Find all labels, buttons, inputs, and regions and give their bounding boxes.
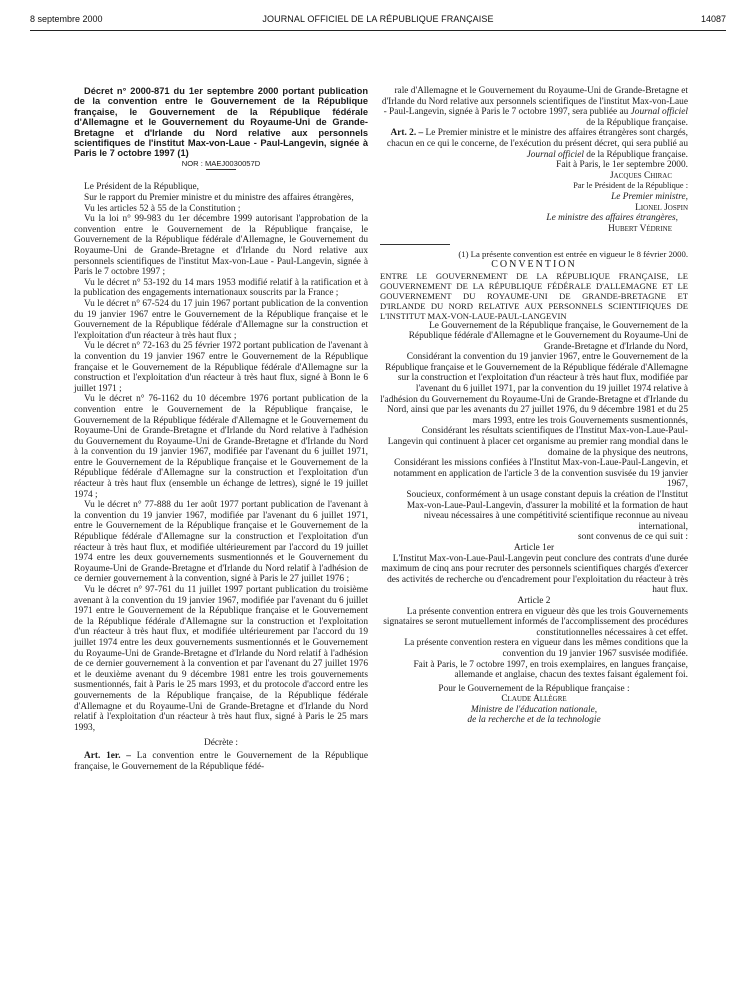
visa-paragraph: Vu la loi n° 99-983 du 1er décembre 1999 autorisant l'approbation de la convention entre le Gouvernement de la République française, le Gouvernement de la République fédérale d'Allemagne, le Gouvernement du Royaume-Uni de Grande-Bretagne et d'Irlande du Nord relative aux personnels scientifiques de l'institut Max-von-Laue - Paul-Langevin, signée à Paris le 7 octobre 1997 ; (74, 214, 368, 278)
preamble-paragraph: Le Gouvernement de la République française, le Gouvernement de la République fédérale d'Allemagne et le Gouvernement du Royaume-Uni de Grande-Bretagne et d'Irlande du Nord, (408, 320, 688, 352)
signatory-allegre: Claude Allègre (501, 694, 567, 705)
premier-ministre-title: Le Premier ministre, (611, 191, 688, 202)
signatory-chirac: Jacques Chirac (610, 170, 672, 181)
convention-closing: Fait à Paris, le 7 octobre 1997, en trois exemplaires, en langues française, allemande et anglaise, chacun des textes faisant également foi. (413, 659, 688, 681)
visa-paragraph: Vu le décret n° 97-761 du 11 juillet 1997 portant publication du troisième avenant à la convention du 19 janvier 1967, modifiée par l'avenant du 6 juillet 1971 entre le Gouvernement de la République française et le Gouvernement de la République fédérale d'Allemagne sur la construction et l'exploitation d'un réacteur à très haut flux, et modifiée ultérieurement par l'accord du 19 juillet 1974 entre les deux gouvernements susmentionnés et le Gouvernement du Royaume-Uni de Grande-Bretagne et d'Irlande du Nord relatif à l'adhésion de ce dernier gouvernement à la convention et par l'avenant du 27 juillet 1976 et le deuxième avenant du 9 décembre 1981 entre les trois gouvernements susmentionnés, fait à Paris le 25 mars 1993, et du protocole d'accord entre les gouvernements de la République française, de la République fédérale d'Allemagne et du Royaume-Uni de Grande-Bretagne et d'Irlande du Nord relatif à l'exploitation d'un réacteur à très haut flux, signé à Paris le 25 mars 1993, (74, 585, 368, 733)
convention-article-1-heading: Article 1er (513, 542, 555, 553)
header-rule (30, 30, 726, 31)
convention-article-1-text: L'Institut Max-von-Laue-Paul-Langevin peut conclure des contrats d'une durée maximum de cinq ans pour recruter des personnels scientifiques chargés d'exercer des activités de recherche ou d'encadrement pour l'exploitation du réacteur à très haut flux. (381, 553, 688, 596)
journal-officiel-ref: Journal officiel (630, 107, 688, 118)
journal-officiel-ref: Journal officiel (526, 149, 584, 160)
visa-paragraph: Vu le décret n° 67-524 du 17 juin 1967 portant publication de la convention du 19 janvier 1967 entre le Gouvernement de la République française et le Gouvernement de la République fédérale d'Allemagne sur la construction et l'exploitation d'un réacteur à très haut flux ; (74, 298, 368, 341)
ministre-education-title-2: de la recherche et de la technologie (467, 715, 601, 726)
preamble-paragraph: sont convenus de ce qui suit : (577, 532, 688, 543)
page-header (30, 14, 726, 28)
article-1-continuation: rale d'Allemagne et le Gouvernement du Royaume-Uni de Grande-Bretagne et d'Irlande du Nord relative aux personnels scientifiques de l'institut Max-von-Laue - Paul-Langevin, signée à Paris le 7 octobre 1997, sera publiée au Journal officiel de la République française. (381, 86, 688, 128)
article-2-paragraph: Art. 2. – Le Premier ministre et le ministre des affaires étrangères sont chargés, chacun en ce qui le concerne, de l'exécution du présent décret, qui sera publié au Journal officiel de la République française. (386, 128, 688, 160)
pour-gouvernement-line: Pour le Gouvernement de la République française : (438, 683, 630, 694)
article-2-label: Art. 2. – (390, 128, 424, 139)
nor-reference: NOR : MAEJ0030057D (181, 158, 261, 168)
decree-title: Décret n° 2000-871 du 1er septembre 2000 portant publication de la convention entre le Gouvernement de la République française, le Gouvernement de la République fédérale d'Allemagne et le Gouvernement du Royaume-Uni de Grande-Bretagne et d'Irlande du Nord relative aux personnels scientifiques de l'institut Max-von-Laue - Paul-Langevin, signée à Paris le 7 octobre 1997 (1) (74, 86, 368, 159)
footnote-rule (380, 244, 450, 245)
convention-article-2-text: La présente convention restera en vigueur dans les mêmes conditions que la convention du 19 janvier 1967 susvisée modifiée. (404, 638, 688, 659)
article-1-label: Art. 1er. – (84, 750, 131, 761)
footnote: (1) La présente convention est entrée en vigueur le 8 février 2000. (458, 249, 688, 260)
signatory-vedrine: Hubert Védrine (608, 223, 672, 234)
convention-subtitle: ENTRE LE GOUVERNEMENT DE LA RÉPUBLIQUE FRANÇAISE, LE GOUVERNEMENT DE LA RÉPUBLIQUE FÉDÉRALE D'ALLEMAGNE ET LE GOUVERNEMENT DU ROYAUME-UNI DE GRANDE-BRETAGNE ET D'IRLANDE DU NORD RELATIVE AUX PERSONNELS SCIENTIFIQUES DE L'INSTITUT MAX-VON-LAUE-PAUL-LANGEVIN (380, 270, 688, 321)
visa-paragraph: Vu le décret n° 77-888 du 1er août 1977 portant publication de l'avenant à la convention du 19 janvier 1967, modifiée par l'avenant du 6 juillet 1971, entre le Gouvernement de la République française et le Gouvernement de la République fédérale d'Allemagne sur la construction et l'exploitation d'un réacteur à très haut flux, et modifiée ultérieurement par l'accord du 19 juillet 1974 entre les deux gouvernements susmentionnés et le Gouvernement du Royaume-Uni de Grande-Bretagne et d'Irlande du Nord relatif à l'adhésion de ce dernier gouvernement à la convention, signé à Paris le 27 juillet 1976 ; (74, 500, 368, 585)
signature-date: Fait à Paris, le 1er septembre 2000. (556, 160, 688, 171)
preamble-paragraph: Considérant la convention du 19 janvier 1967, entre le Gouvernement de la République française et le Gouvernement de la République fédérale d'Allemagne sur la construction et l'exploitation d'un réacteur à très haut flux, modifiée par l'avenant du 6 juillet 1971, par la convention du 19 juillet 1974 relative à l'adhésion du Gouvernement du Royaume-Uni de Grande-Bretagne et d'Irlande du Nord, ainsi que par les avenants du 27 juillet 1976, du 9 décembre 1981 et du 25 mars 1993, entre les trois Gouvernements susmentionnés, (380, 352, 688, 426)
signatory-jospin: Lionel Jospin (635, 202, 688, 213)
article-1-text: La convention entre le Gouvernement de la République française, le Gouvernement de la République fédé- (74, 750, 368, 772)
visa-paragraph: Vu les articles 52 à 55 de la Constitution ; (84, 203, 241, 214)
preamble-paragraph: Soucieux, conformément à un usage constant depuis la création de l'Institut Max-von-Laue-Paul-Langevin, d'assurer la mobilité et la formation de haut niveau nécessaires à une compétitivité scientifique reconnue au niveau international, (406, 490, 688, 532)
title-divider (206, 169, 236, 170)
visa-paragraph: Vu le décret n° 76-1162 du 10 décembre 1976 portant publication de la convention entre le Gouvernement de la République française, le Gouvernement de la République fédérale d'Allemagne et le Gouvernement du Royaume-Uni de Grande-Bretagne et d'Irlande du Nord relative à l'adhésion du Gouvernement du Royaume-Uni de Grande-Bretagne et d'Irlande du Nord à la convention du 19 janvier 1967, modifiée par l'avenant du 6 juillet 1971, entre le Gouvernement de la République française et le Gouvernement de la République fédérale d'Allemagne sur la construction et l'exploitation d'un réacteur à très haut flux (ensemble un échange de lettres), signé le 19 juillet 1974 ; (74, 394, 368, 500)
header-page-number: 14087 (700, 14, 726, 24)
ministre-ae-title: Le ministre des affaires étrangères, (546, 213, 678, 224)
header-date: 8 septembre 2000 (30, 14, 103, 24)
decrete-heading: Décrète : (204, 738, 238, 749)
preamble-paragraph: Considérant les résultats scientifiques de l'Institut Max-von-Laue-Paul-Langevin qui continuent à placer cet organisme au premier rang mondial dans le domaine de la physique des neutrons, (387, 426, 688, 458)
convention-article-2-text: La présente convention entrera en vigueur dès que les trois Gouvernements signataires se seront mutuellement informés de l'accomplissement des procédures constitutionnelles nécessaires à cet effet. (383, 606, 688, 638)
president-line: Le Président de la République, (84, 182, 199, 193)
article-1-paragraph (74, 751, 368, 772)
visa-paragraph: Vu le décret n° 72-163 du 25 février 1972 portant publication de l'avenant à la convention du 19 janvier 1967 entre le Gouvernement de la République française et le Gouvernement de la République fédérale d'Allemagne sur la construction et l'exploitation d'un réacteur à très haut flux, signé à Bonn le 6 juillet 1971 ; (74, 341, 368, 394)
preamble-paragraph: Considérant les missions confiées à l'Institut Max-von-Laue-Paul-Langevin, et notamment en application de l'article 3 de la convention susvisée du 19 janvier 1967, (393, 458, 688, 490)
convention-heading: CONVENTION (491, 258, 577, 270)
ministre-education-title: Ministre de l'éducation nationale, (470, 704, 598, 715)
par-president-line: Par le Président de la République : (573, 181, 688, 191)
left-column (74, 86, 368, 772)
right-column (380, 86, 688, 726)
header-journal-title: JOURNAL OFFICIEL DE LA RÉPUBLIQUE FRANÇAISE (262, 14, 494, 24)
visa-paragraph: Sur le rapport du Premier ministre et du ministre des affaires étrangères, (84, 193, 354, 204)
visa-paragraph: Vu le décret n° 53-192 du 14 mars 1953 modifié relatif à la ratification et à la publication des engagements internationaux souscrits par la France ; (74, 277, 368, 299)
convention-article-2-heading: Article 2 (517, 595, 551, 606)
